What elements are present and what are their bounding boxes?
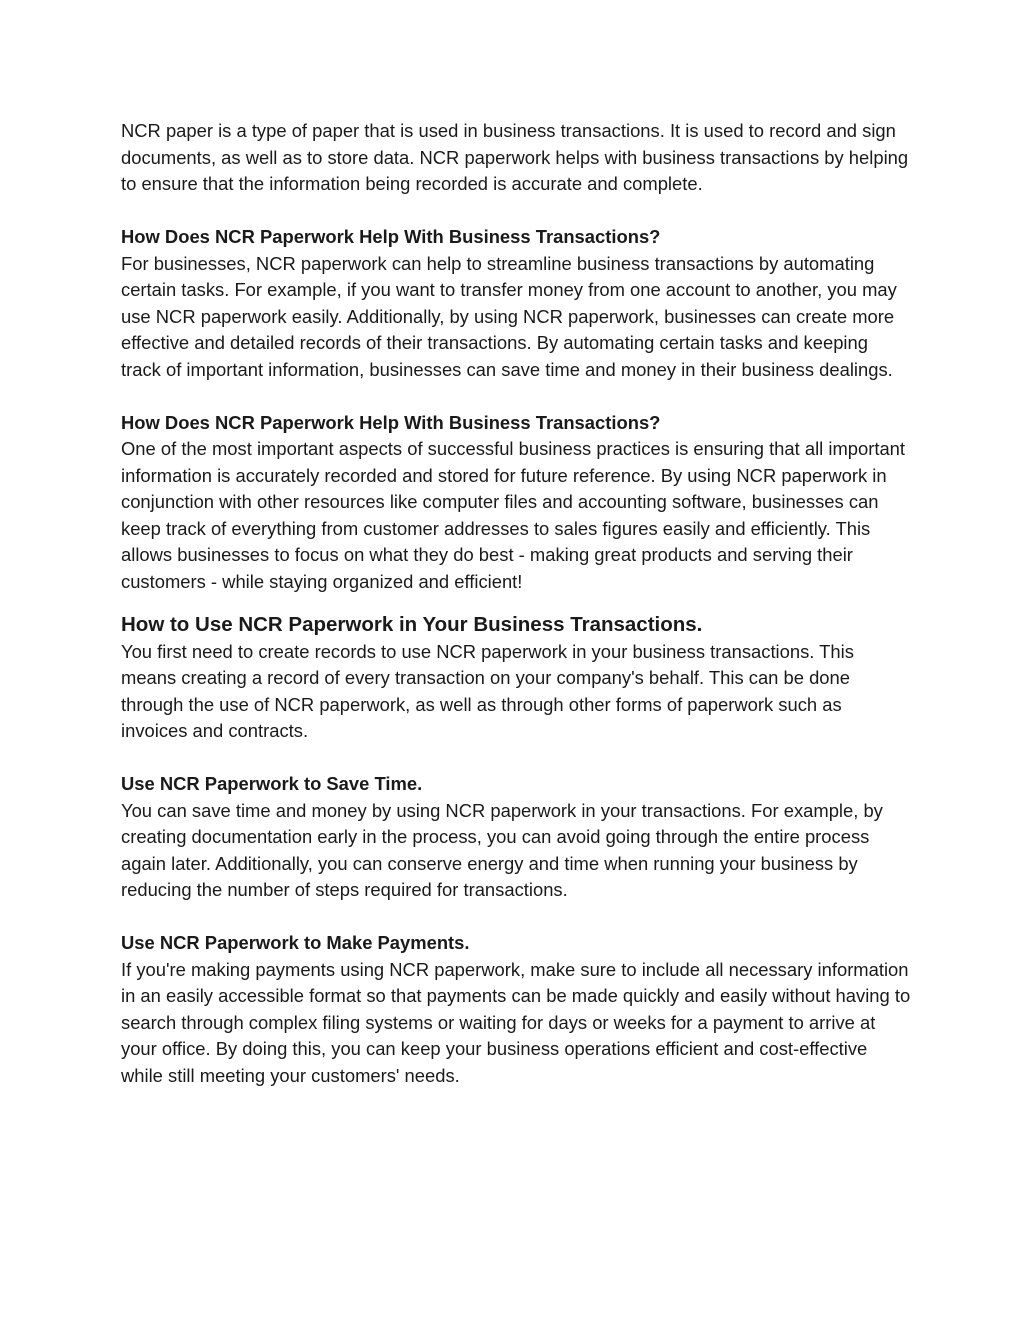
section-4 — [121, 771, 911, 904]
section-2-heading: How Does NCR Paperwork Help With Business Transactions? — [121, 411, 661, 433]
section-2-body: One of the most important aspects of successful business practices is ensuring that all important information is accurately recorded and stored for future reference. By using NCR paperwork in conjunction with other resources like computer files and accounting software, businesses can keep track of everything from customer addresses to sales figures easily and efficiently. This allows businesses to focus on what they do best - making great products and serving their customers - while staying organized and efficient! — [121, 438, 906, 592]
section-4-heading: Use NCR Paperwork to Save Time. — [121, 773, 423, 794]
intro-paragraph: NCR paper is a type of paper that is used in business transactions. It is used to record and sign documents, as well as to store data. NCR paperwork helps with business transactions by helping to ensure that the information being recorded is accurate and complete. — [121, 120, 909, 194]
section-3 — [121, 612, 911, 745]
section-2 — [121, 410, 911, 596]
document-page — [121, 118, 911, 1089]
section-5 — [121, 930, 911, 1089]
section-3-heading: How to Use NCR Paperwork in Your Business Transactions. — [121, 613, 703, 636]
section-3-body: You first need to create records to use NCR paperwork in your business transactions. This means creating a record of every transaction on your company's behalf. This can be done through the use of NCR paperwork, as well as through other forms of paperwork such as invoices and contracts. — [121, 640, 854, 741]
section-5-heading: Use NCR Paperwork to Make Payments. — [121, 932, 470, 953]
section-1-heading: How Does NCR Paperwork Help With Business Transactions? — [121, 226, 661, 247]
section-1-body: For businesses, NCR paperwork can help to streamline business transactions by automating certain tasks. For example, if you want to transfer money from one account to another, you may use NCR paperwork easily. Additionally, by using NCR paperwork, businesses can create more effective and detailed records of their transactions. By automating certain tasks and keeping track of important information, businesses can save time and money in their business dealings. — [121, 252, 897, 380]
section-1 — [121, 224, 911, 383]
section-5-body: If you're making payments using NCR paperwork, make sure to include all necessary information in an easily accessible format so that payments can be made quickly and easily without having to search through complex filing systems or waiting for days or weeks for a payment to arrive at your office. By doing this, you can keep your business operations efficient and cost-effective while still meeting your customers' needs. — [121, 958, 911, 1086]
intro-block — [121, 118, 911, 198]
section-4-body: You can save time and money by using NCR paperwork in your transactions. For example, by creating documentation early in the process, you can avoid going through the entire process again later. Additionally, you can conserve energy and time when running your business by reducing the number of steps required for transactions. — [121, 799, 883, 900]
